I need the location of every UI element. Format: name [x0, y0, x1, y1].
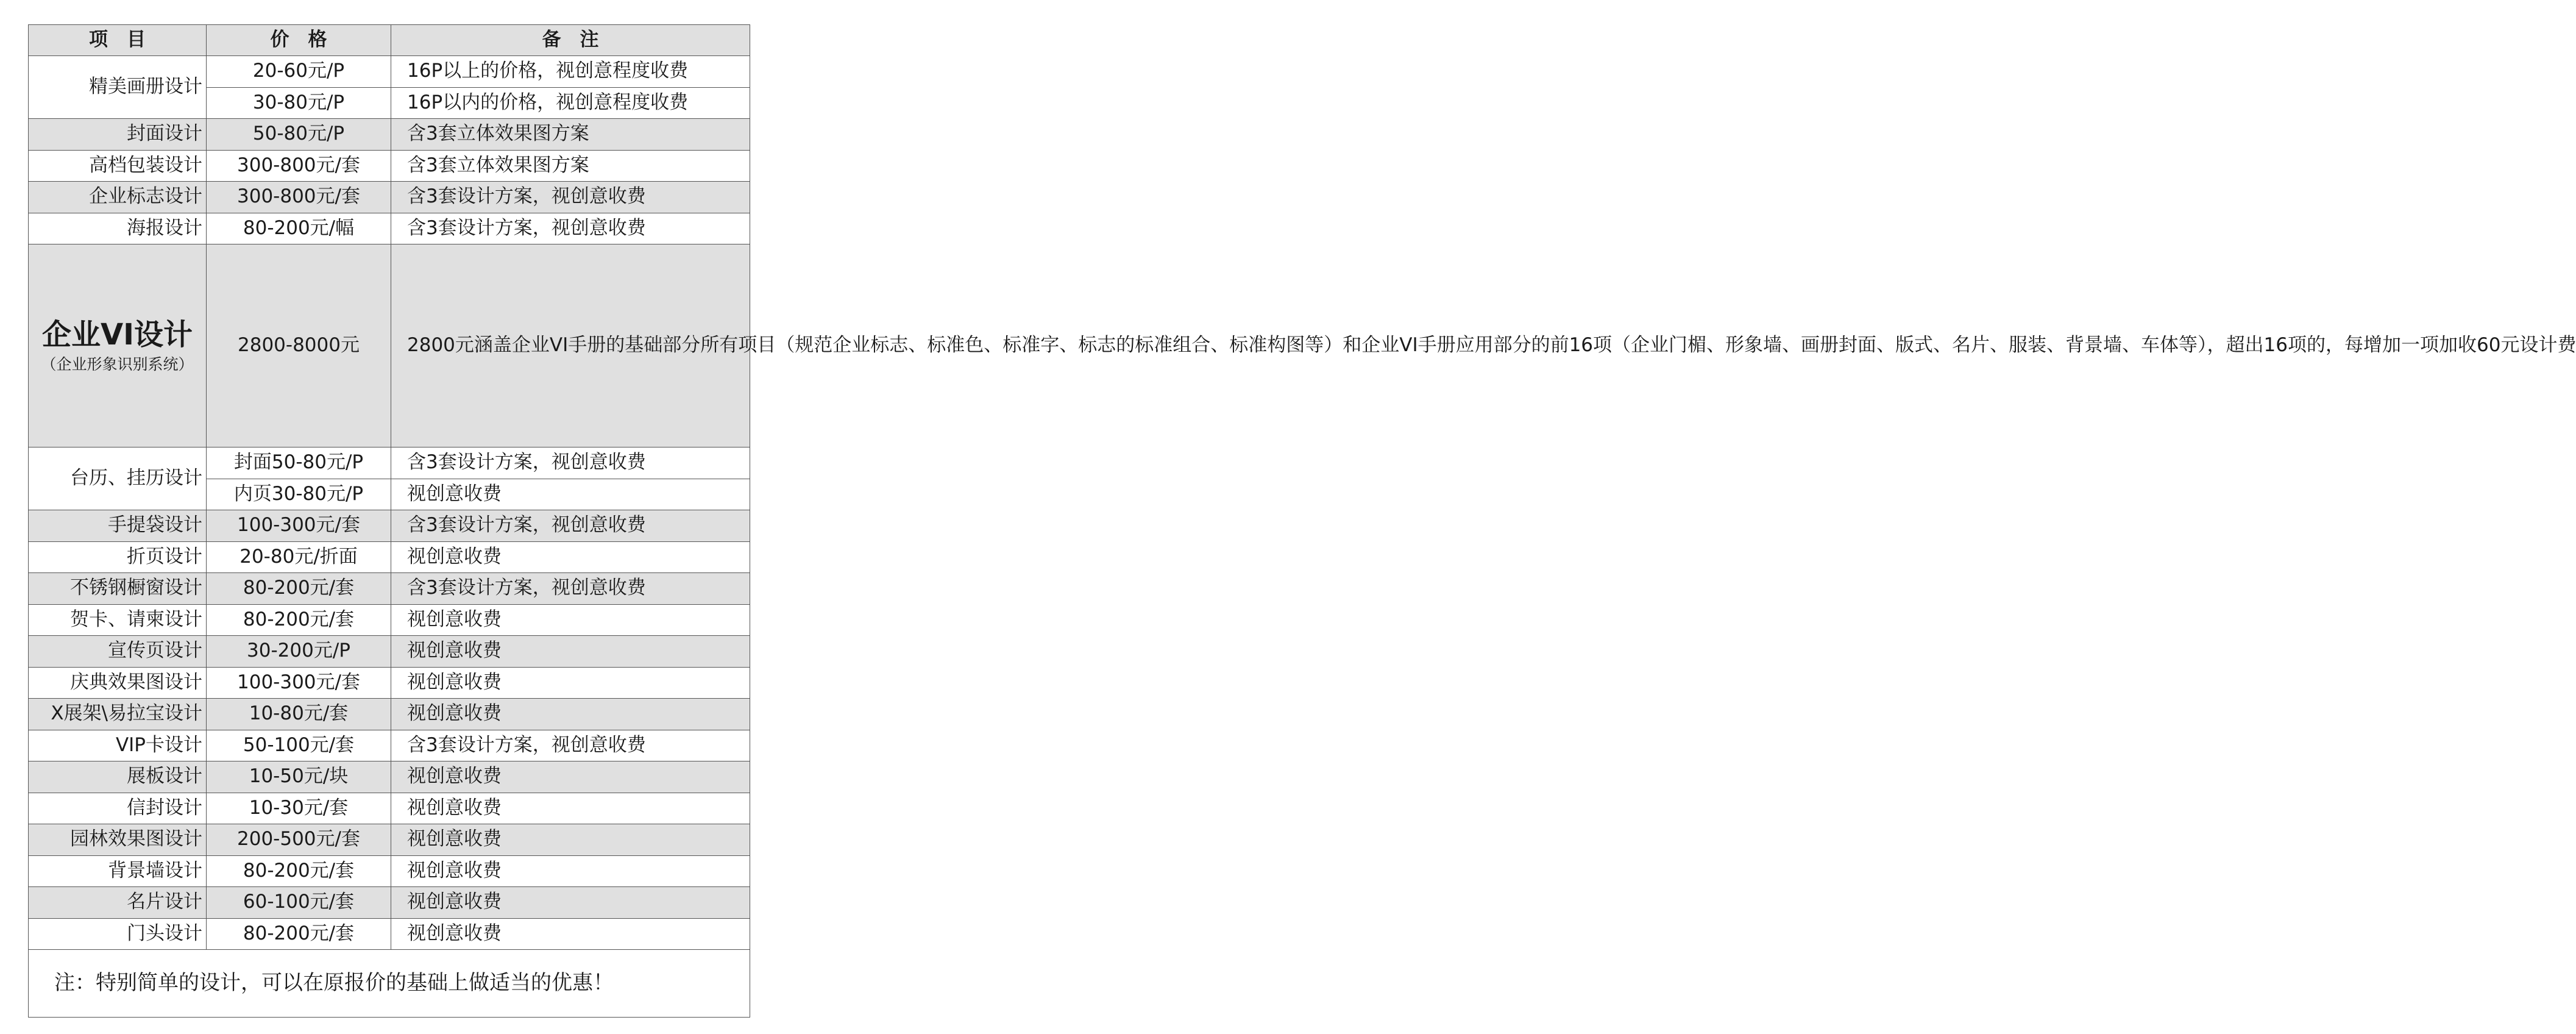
- price-cell: 50-100元/套: [207, 730, 391, 761]
- price-cell: 内页30-80元/P: [207, 479, 391, 510]
- price-cell: 20-60元/P: [207, 56, 391, 88]
- price-cell: 30-80元/P: [207, 87, 391, 119]
- note-cell: 16P以内的价格，视创意程度收费: [391, 87, 750, 119]
- note-cell: 含3套设计方案，视创意收费: [391, 213, 750, 244]
- note-cell: 含3套设计方案，视创意收费: [391, 182, 750, 213]
- item-cell-vi: [29, 244, 207, 447]
- item-cell: 封面设计: [29, 119, 207, 151]
- note-cell: 视创意收费: [391, 761, 750, 793]
- item-cell: 宣传页设计: [29, 636, 207, 668]
- item-cell: 门头设计: [29, 918, 207, 950]
- table-row: [29, 573, 750, 605]
- header-item: 项 目: [29, 25, 207, 56]
- price-cell: 100-300元/套: [207, 667, 391, 699]
- price-cell: 50-80元/P: [207, 119, 391, 151]
- price-cell: 10-80元/套: [207, 699, 391, 730]
- note-cell: 视创意收费: [391, 541, 750, 573]
- footer-row: [29, 950, 750, 1018]
- table-row: [29, 119, 750, 151]
- footer-note: 注：特别简单的设计，可以在原报价的基础上做适当的优惠！: [29, 950, 750, 1018]
- item-cell: VIP卡设计: [29, 730, 207, 761]
- note-cell: 16P以上的价格，视创意程度收费: [391, 56, 750, 88]
- item-cell: X展架\易拉宝设计: [29, 699, 207, 730]
- table-row: [29, 541, 750, 573]
- note-cell: 视创意收费: [391, 855, 750, 887]
- note-cell: 视创意收费: [391, 918, 750, 950]
- table-row: [29, 604, 750, 636]
- price-cell: 300-800元/套: [207, 150, 391, 182]
- note-cell: 视创意收费: [391, 824, 750, 856]
- item-cell: 高档包装设计: [29, 150, 207, 182]
- table-row: [29, 855, 750, 887]
- note-cell: 含3套设计方案，视创意收费: [391, 510, 750, 542]
- table-row: [29, 824, 750, 856]
- item-cell: 手提袋设计: [29, 510, 207, 542]
- price-cell: 80-200元/套: [207, 855, 391, 887]
- price-cell: 100-300元/套: [207, 510, 391, 542]
- note-cell: 含3套立体效果图方案: [391, 119, 750, 151]
- header-price: 价 格: [207, 25, 391, 56]
- price-cell-vi: 2800-8000元: [207, 244, 391, 447]
- item-cell: 背景墙设计: [29, 855, 207, 887]
- note-cell: 视创意收费: [391, 793, 750, 824]
- table-row-vi: [29, 244, 750, 447]
- price-cell: 10-30元/套: [207, 793, 391, 824]
- price-cell: 80-200元/套: [207, 573, 391, 605]
- table-row: [29, 636, 750, 668]
- table-row: [29, 510, 750, 542]
- item-cell: 海报设计: [29, 213, 207, 244]
- item-cell: 名片设计: [29, 887, 207, 919]
- item-cell: 折页设计: [29, 541, 207, 573]
- item-cell: 展板设计: [29, 761, 207, 793]
- table-row: [29, 150, 750, 182]
- table-row: [29, 761, 750, 793]
- note-cell-vi: 2800元涵盖企业VI手册的基础部分所有项目（规范企业标志、标准色、标准字、标志的标准组合、标准构图等）和企业VI手册应用部分的前16项（企业门楣、形象墙、画册封面、版式、名片、服装、背景墙、车体等），超出16项的，每增加一项加收60元设计费: [391, 244, 750, 447]
- item-cell: 不锈钢橱窗设计: [29, 573, 207, 605]
- table-row: [29, 887, 750, 919]
- price-cell: 200-500元/套: [207, 824, 391, 856]
- item-cell: 庆典效果图设计: [29, 667, 207, 699]
- table-row: [29, 667, 750, 699]
- item-cell: 园林效果图设计: [29, 824, 207, 856]
- price-cell: 30-200元/P: [207, 636, 391, 668]
- note-cell: 视创意收费: [391, 887, 750, 919]
- note-cell: 含3套设计方案，视创意收费: [391, 730, 750, 761]
- item-cell: 精美画册设计: [29, 56, 207, 119]
- table-row: [29, 918, 750, 950]
- price-cell: 60-100元/套: [207, 887, 391, 919]
- item-cell: 信封设计: [29, 793, 207, 824]
- price-table: [28, 24, 2576, 1018]
- table-row: [29, 699, 750, 730]
- price-cell: 10-50元/块: [207, 761, 391, 793]
- item-cell: 台历、挂历设计: [29, 447, 207, 510]
- table-row: [29, 213, 750, 244]
- price-cell: 300-800元/套: [207, 182, 391, 213]
- note-cell: 视创意收费: [391, 636, 750, 668]
- note-cell: 视创意收费: [391, 604, 750, 636]
- item-cell: 贺卡、请柬设计: [29, 604, 207, 636]
- note-cell: 视创意收费: [391, 667, 750, 699]
- table-row: [29, 793, 750, 824]
- table-row: [29, 182, 750, 213]
- table-row: [29, 56, 750, 88]
- table-row: [29, 730, 750, 761]
- item-cell: 企业标志设计: [29, 182, 207, 213]
- price-cell: 80-200元/套: [207, 604, 391, 636]
- note-cell: 视创意收费: [391, 699, 750, 730]
- note-cell: 含3套设计方案，视创意收费: [391, 573, 750, 605]
- note-cell: 含3套设计方案，视创意收费: [391, 447, 750, 479]
- note-cell: 视创意收费: [391, 479, 750, 510]
- price-cell: 20-80元/折面: [207, 541, 391, 573]
- price-cell: 80-200元/幅: [207, 213, 391, 244]
- vi-title: 企业VI设计: [41, 317, 193, 352]
- header-note: 备 注: [391, 25, 750, 56]
- price-cell: 封面50-80元/P: [207, 447, 391, 479]
- header-row: [29, 25, 750, 56]
- table-row: [29, 447, 750, 479]
- vi-subtitle: （企业形象识别系统）: [41, 355, 194, 374]
- note-cell: 含3套立体效果图方案: [391, 150, 750, 182]
- price-cell: 80-200元/套: [207, 918, 391, 950]
